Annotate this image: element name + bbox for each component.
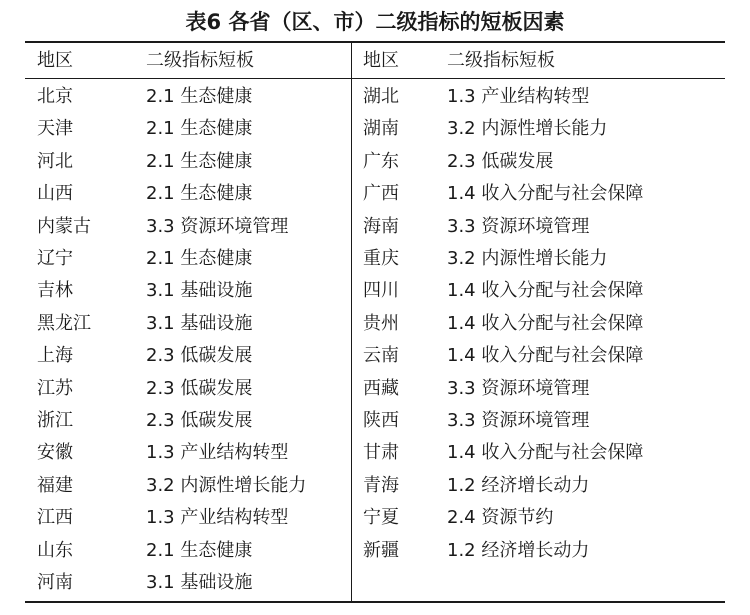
right-row-indicator: 3.3 资源环境管理 (447, 410, 590, 431)
left-row-indicator: 3.2 内源性增长能力 (146, 475, 307, 496)
left-row-region: 江西 (37, 507, 73, 528)
left-row-region: 上海 (37, 345, 73, 366)
left-row-indicator: 1.3 产业结构转型 (146, 507, 289, 528)
right-row-region: 四川 (363, 280, 399, 301)
right-row-indicator: 1.4 收入分配与社会保障 (447, 183, 644, 204)
top-rule (25, 41, 725, 43)
left-row-indicator: 1.3 产业结构转型 (146, 442, 289, 463)
right-row-indicator: 1.4 收入分配与社会保障 (447, 345, 644, 366)
left-row-region: 天津 (37, 118, 73, 139)
right-row-indicator: 1.3 产业结构转型 (447, 86, 590, 107)
left-row-region: 河南 (37, 572, 73, 593)
left-row-indicator: 3.1 基础设施 (146, 280, 253, 301)
left-row-indicator: 2.3 低碳发展 (146, 410, 253, 431)
left-row-region: 安徽 (37, 442, 73, 463)
left-row-region: 北京 (37, 86, 73, 107)
right-row-region: 贵州 (363, 313, 399, 334)
left-row-region: 福建 (37, 475, 73, 496)
right-row-region: 青海 (363, 475, 399, 496)
left-row-indicator: 2.1 生态健康 (146, 151, 253, 172)
right-row-region: 陕西 (363, 410, 399, 431)
right-row-region: 甘肃 (363, 442, 399, 463)
left-row-indicator: 2.1 生态健康 (146, 86, 253, 107)
right-row-region: 云南 (363, 345, 399, 366)
left-row-region: 浙江 (37, 410, 73, 431)
right-row-indicator: 1.4 收入分配与社会保障 (447, 280, 644, 301)
left-row-region: 河北 (37, 151, 73, 172)
right-row-region: 宁夏 (363, 507, 399, 528)
right-row-indicator: 1.4 收入分配与社会保障 (447, 313, 644, 334)
header-right-region: 地区 (363, 50, 399, 71)
header-rule (25, 78, 725, 79)
left-row-indicator: 3.1 基础设施 (146, 572, 253, 593)
right-row-region: 西藏 (363, 378, 399, 399)
left-row-region: 吉林 (37, 280, 73, 301)
left-row-region: 江苏 (37, 378, 73, 399)
left-row-indicator: 2.1 生态健康 (146, 540, 253, 561)
left-row-region: 山东 (37, 540, 73, 561)
right-row-indicator: 2.3 低碳发展 (447, 151, 554, 172)
right-row-region: 湖南 (363, 118, 399, 139)
right-row-indicator: 1.4 收入分配与社会保障 (447, 442, 644, 463)
right-row-region: 湖北 (363, 86, 399, 107)
left-row-region: 黑龙江 (37, 313, 91, 334)
right-row-region: 海南 (363, 216, 399, 237)
right-row-indicator: 3.2 内源性增长能力 (447, 118, 608, 139)
left-row-indicator: 2.3 低碳发展 (146, 378, 253, 399)
left-row-indicator: 3.1 基础设施 (146, 313, 253, 334)
left-row-indicator: 2.3 低碳发展 (146, 345, 253, 366)
right-row-indicator: 2.4 资源节约 (447, 507, 554, 528)
left-row-region: 内蒙古 (37, 216, 91, 237)
right-row-region: 广东 (363, 151, 399, 172)
left-row-indicator: 3.3 资源环境管理 (146, 216, 289, 237)
left-row-indicator: 2.1 生态健康 (146, 183, 253, 204)
bottom-rule (25, 601, 725, 603)
left-row-indicator: 2.1 生态健康 (146, 248, 253, 269)
column-divider (351, 43, 352, 601)
left-row-region: 山西 (37, 183, 73, 204)
header-left-indicator: 二级指标短板 (146, 50, 254, 71)
right-row-region: 新疆 (363, 540, 399, 561)
right-row-indicator: 1.2 经济增长动力 (447, 540, 590, 561)
right-row-region: 广西 (363, 183, 399, 204)
right-row-indicator: 1.2 经济增长动力 (447, 475, 590, 496)
right-row-indicator: 3.2 内源性增长能力 (447, 248, 608, 269)
right-row-indicator: 3.3 资源环境管理 (447, 216, 590, 237)
right-row-indicator: 3.3 资源环境管理 (447, 378, 590, 399)
right-row-region: 重庆 (363, 248, 399, 269)
left-row-region: 辽宁 (37, 248, 73, 269)
header-left-region: 地区 (37, 50, 73, 71)
header-right-indicator: 二级指标短板 (447, 50, 555, 71)
table-title: 表6 各省（区、市）二级指标的短板因素 (185, 10, 565, 34)
left-row-indicator: 2.1 生态健康 (146, 118, 253, 139)
